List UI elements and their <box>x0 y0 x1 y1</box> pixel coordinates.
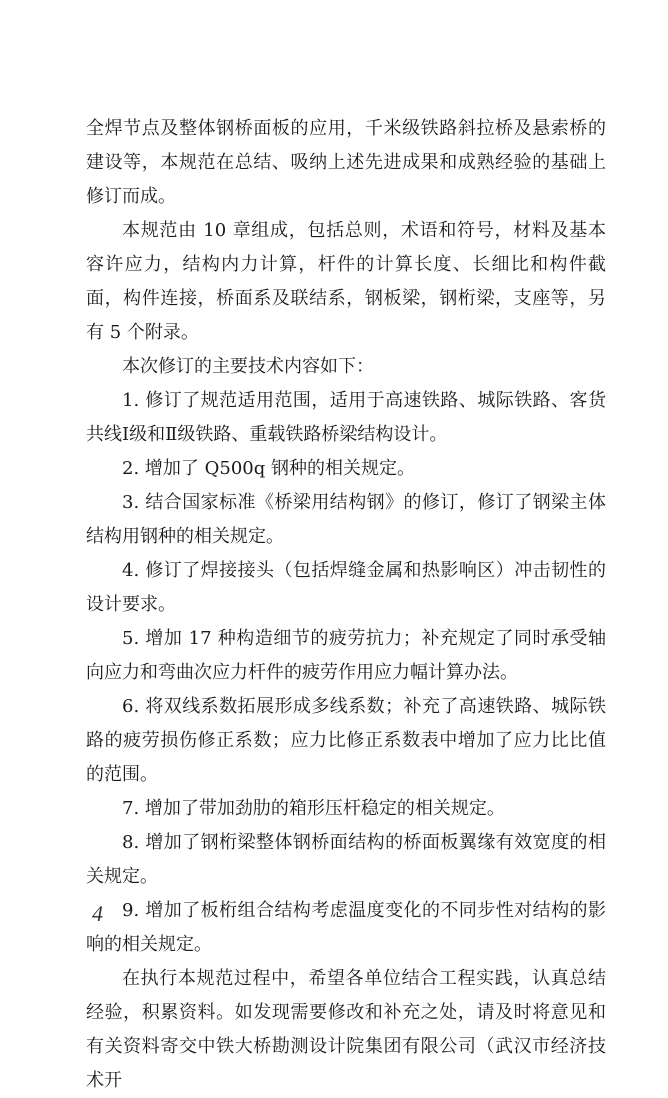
paragraph: 本规范由 10 章组成，包括总则，术语和符号，材料及基本容许应力，结构内力计算，杆件的计算长度、长细比和构件截面，构件连接，桥面系及联结系，钢板梁，钢桁梁，支座等，另有 5 个附录。 <box>86 220 606 343</box>
page-number: 4 <box>92 901 103 926</box>
list-item: 7. 增加了带加劲肋的箱形压杆稳定的相关规定。 <box>122 798 505 819</box>
paragraph: 本次修订的主要技术内容如下： <box>122 356 374 377</box>
list-item: 4. 修订了焊接接头（包括焊缝金属和热影响区）冲击韧性的设计要求。 <box>86 560 606 615</box>
list-item: 5. 增加 17 种构造细节的疲劳抗力；补充规定了同时承受轴向应力和弯曲次应力杆件的疲劳作用应力幅计算办法。 <box>86 628 606 683</box>
list-item: 9. 增加了板桁组合结构考虑温度变化的不同步性对结构的影响的相关规定。 <box>86 900 606 955</box>
list-item: 1. 修订了规范适用范围，适用于高速铁路、城际铁路、客货共线Ⅰ级和Ⅱ级铁路、重载铁路桥梁结构设计。 <box>86 390 606 445</box>
list-item: 8. 增加了钢桁梁整体钢桥面结构的桥面板翼缘有效宽度的相关规定。 <box>86 832 606 887</box>
paragraph: 在执行本规范过程中，希望各单位结合工程实践，认真总结经验，积累资料。如发现需要修改和补充之处，请及时将意见和有关资料寄交中铁大桥勘测设计院集团有限公司（武汉市经济技术开 <box>86 968 606 1091</box>
list-item: 2. 增加了 Q500q 钢种的相关规定。 <box>122 458 415 479</box>
body-text <box>86 112 606 1098</box>
list-item: 3. 结合国家标准《桥梁用结构钢》的修订，修订了钢梁主体结构用钢种的相关规定。 <box>86 492 606 547</box>
paragraph: 全焊节点及整体钢桥面板的应用，千米级铁路斜拉桥及悬索桥的建设等，本规范在总结、吸纳上述先进成果和成熟经验的基础上修订而成。 <box>86 118 606 207</box>
list-item: 6. 将双线系数拓展形成多线系数；补充了高速铁路、城际铁路的疲劳损伤修正系数；应力比修正系数表中增加了应力比比值的范围。 <box>86 696 606 785</box>
